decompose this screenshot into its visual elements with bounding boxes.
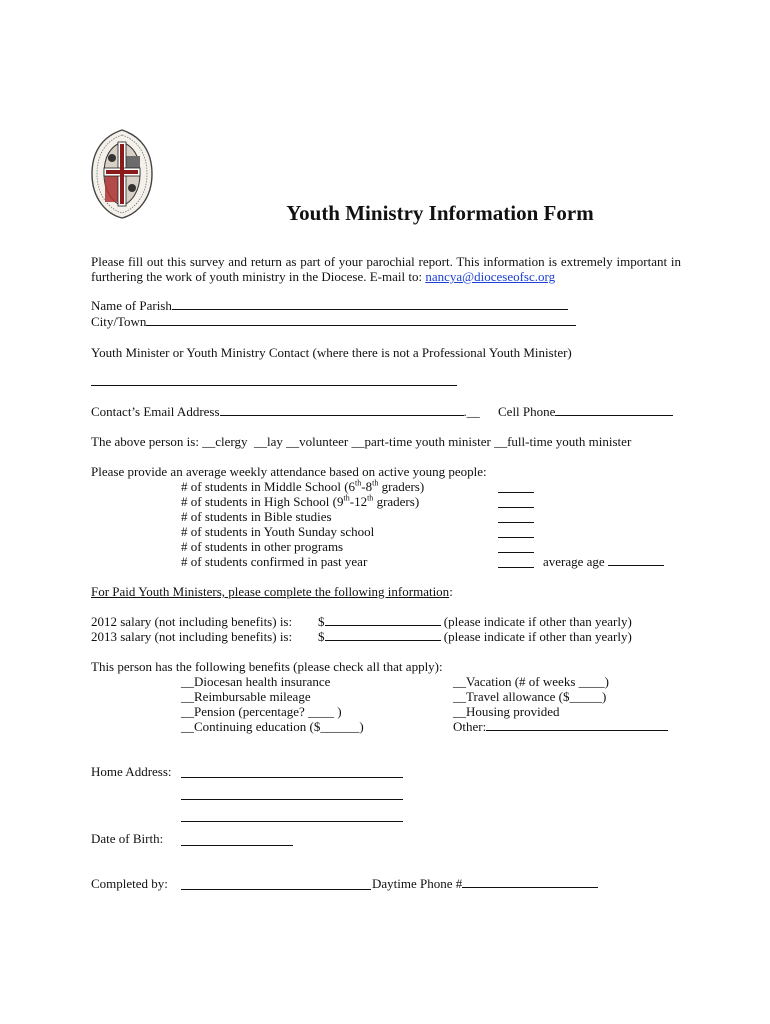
role-volunteer-option[interactable]: __volunteer (286, 434, 349, 449)
contact-email-field[interactable] (220, 404, 464, 416)
email-link[interactable]: nancya@dioceseofsc.org (425, 269, 556, 284)
intro-paragraph (91, 254, 681, 284)
home-address-line-2[interactable] (181, 798, 403, 800)
other-programs-label: # of students in other programs (181, 539, 344, 554)
benefit-vacation[interactable]: __Vacation (# of weeks ____) (453, 674, 609, 689)
cell-phone-field[interactable] (555, 404, 673, 416)
benefit-travel-allowance[interactable]: __Travel allowance ($_____) (453, 689, 607, 704)
parish-row (91, 298, 568, 313)
paid-heading: For Paid Youth Ministers, please complete the following information: (91, 584, 453, 599)
salary-2012-field[interactable] (325, 614, 441, 626)
daytime-phone-row (372, 876, 598, 891)
benefit-other-field[interactable] (486, 719, 668, 731)
completed-by-label: Completed by: (91, 876, 168, 891)
sunday-school-count-field[interactable] (498, 536, 534, 538)
role-lay-option[interactable]: __lay (253, 434, 283, 449)
parish-field[interactable] (172, 298, 568, 310)
other-programs-count-field[interactable] (498, 551, 534, 553)
contact-heading: Youth Minister or Youth Ministry Contact (where there is not a Professional Youth Minister) (91, 345, 572, 360)
average-age-row (543, 554, 664, 569)
middle-school-label: # of students in Middle School (6th-8th graders) (181, 478, 425, 494)
form-title: Youth Ministry Information Form (286, 201, 594, 225)
confirmed-label: # of students confirmed in past year (181, 554, 368, 569)
role-row (91, 434, 631, 449)
salary-2013-field[interactable] (325, 629, 441, 641)
dob-label: Date of Birth: (91, 831, 164, 846)
attendance-heading: Please provide an average weekly attendance based on active young people: (91, 464, 487, 479)
middle-school-count-field[interactable] (498, 491, 534, 493)
city-row (91, 314, 576, 329)
benefit-pension[interactable]: __Pension (percentage? ____ ) (181, 704, 342, 719)
benefit-housing[interactable]: __Housing provided (453, 704, 560, 719)
email-label: Contact’s Email Address (91, 404, 220, 419)
salary-2012-note: (please indicate if other than yearly) (443, 614, 632, 629)
benefits-heading: This person has the following benefits (please check all that apply): (91, 659, 443, 674)
home-address-label: Home Address: (91, 764, 172, 779)
completed-by-field[interactable] (181, 888, 371, 890)
benefit-other-label: Other: (453, 719, 487, 734)
home-address-line-1[interactable] (181, 776, 403, 778)
daytime-phone-label: Daytime Phone # (372, 876, 463, 891)
salary-2013-label: 2013 salary (not including benefits) is: (91, 629, 293, 644)
role-clergy-option[interactable]: __clergy (202, 434, 248, 449)
benefit-mileage[interactable]: __Reimbursable mileage (181, 689, 311, 704)
salary-2012-row: $ (please indicate if other than yearly) (318, 614, 632, 629)
bible-studies-count-field[interactable] (498, 521, 534, 523)
confirmed-count-field[interactable] (498, 566, 534, 568)
salary-2013-row: $ (please indicate if other than yearly) (318, 629, 632, 644)
intro-text: Please fill out this survey and return as part of your parochial report. This information is extremely important in furthering the work of youth ministry in the Diocese. E-mail to: (91, 254, 681, 284)
high-school-label: # of students in High School (9th-12th graders) (181, 493, 420, 509)
benefit-continuing-education[interactable]: __Continuing education ($______) (181, 719, 364, 734)
average-age-field[interactable] (608, 554, 664, 566)
daytime-phone-field[interactable] (462, 876, 598, 888)
benefit-other-row (453, 719, 668, 734)
cell-row (498, 404, 673, 419)
high-school-count-field[interactable] (498, 506, 534, 508)
dob-field[interactable] (181, 844, 293, 846)
email-separator: .__ (463, 404, 480, 419)
benefit-health-insurance[interactable]: __Diocesan health insurance (181, 674, 331, 689)
contact-name-field[interactable] (91, 384, 457, 386)
parish-label: Name of Parish (91, 298, 172, 313)
email-row (91, 404, 480, 419)
city-label: City/Town (91, 314, 147, 329)
role-full-time-option[interactable]: __full-time youth minister (494, 434, 632, 449)
cell-label: Cell Phone (498, 404, 556, 419)
salary-2012-label: 2012 salary (not including benefits) is: (91, 614, 293, 629)
role-prefix: The above person is: (91, 434, 203, 449)
role-part-time-option[interactable]: __part-time youth minister (351, 434, 491, 449)
bible-studies-label: # of students in Bible studies (181, 509, 332, 524)
sunday-school-label: # of students in Youth Sunday school (181, 524, 375, 539)
city-field[interactable] (146, 314, 576, 326)
home-address-line-3[interactable] (181, 820, 403, 822)
salary-2013-note: (please indicate if other than yearly) (443, 629, 632, 644)
average-age-label: average age (543, 554, 605, 569)
